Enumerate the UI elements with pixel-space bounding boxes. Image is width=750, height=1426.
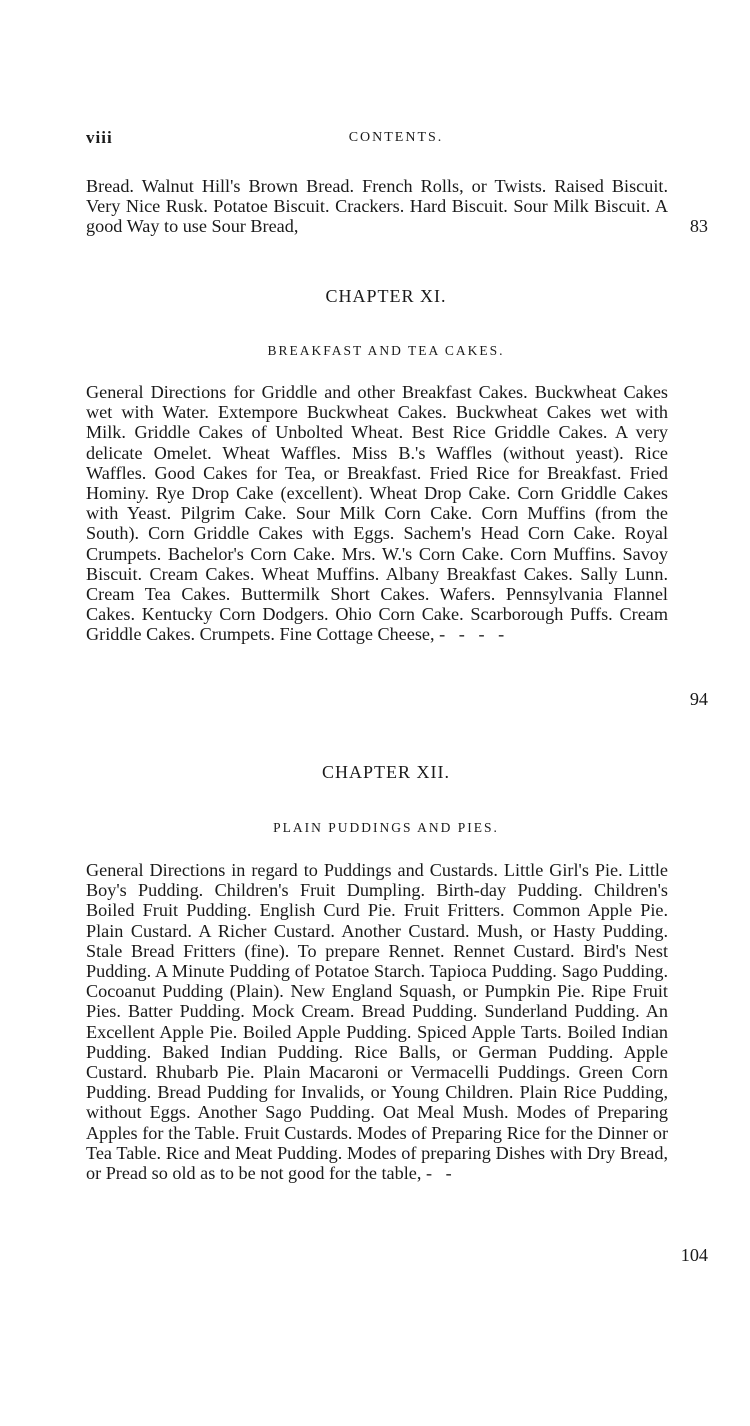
chapter-subtitle: BREAKFAST AND TEA CAKES. — [267, 343, 505, 358]
page-number: viii — [86, 128, 113, 147]
toc-page-ref: 83 — [689, 216, 708, 236]
toc-page-ref: 94 — [689, 689, 708, 709]
toc-entry-breakfast-cakes — [86, 382, 668, 645]
leader-dashes: - - — [425, 1163, 452, 1184]
chapter-title: CHAPTER XI. — [325, 286, 447, 306]
chapter-title: CHAPTER XII. — [322, 762, 450, 782]
toc-page-ref: 104 — [680, 1245, 708, 1265]
toc-entry-text: General Directions in regard to Puddings and Custards. Little Girl's Pie. Little Boy's Pudding. Children's Fruit Dumpling. Birth-day Pudding. Children's Boiled Fruit Pudding. English Curd Pie. Fruit Fritters. Common Apple Pie. Plain Custard. A Richer Custard. Another Custard. Mush, or Hasty Pudding. Stale Bread Fritters (fine). To prepare Rennet. Rennet Custard. Bird's Nest Pudding. A Minute Pudding of Potatoe Starch. Tapioca Pudding. Sago Pudding. Cocoanut Pudding (Plain). New England Squash, or Pumpkin Pie. Ripe Fruit Pies. Batter Pudding. Mock Cream. Bread Pudding. Sunderland Pudding. An Excellent Apple Pie. Boiled Apple Pudding. Spiced Apple Tarts. Boiled Indian Pudding. Baked Indian Pudding. Rice Balls, or German Pudding. Apple Custard. Rhubarb Pie. Plain Macaroni or Vermacelli Puddings. Green Corn Pudding. Bread Pudding for Invalids, or Young Children. Plain Rice Pudding, without Eggs. Another Sago Pudding. Oat Meal Mush. Modes of Preparing Apples for the Table. Fruit Custards. Modes of Preparing Rice for the Dinner or Tea Table. Rice and Meat Pudding. Modes of preparing Dishes with Dry Bread, or Pread so old as to be not good for the table, — [86, 860, 668, 1184]
leader-dashes: - - - - — [439, 624, 505, 645]
toc-entry-bread — [86, 176, 668, 237]
running-header — [86, 128, 706, 152]
toc-entry-text: Bread. Walnut Hill's Brown Bread. French Rolls, or Twists. Raised Biscuit. Very Nice Rusk. Potatoe Biscuit. Crackers. Hard Biscuit. Sour Milk Biscuit. A good Way to use Sour Bread, — [86, 176, 668, 237]
toc-entry-puddings — [86, 860, 668, 1183]
chapter-subtitle: PLAIN PUDDINGS AND PIES. — [273, 820, 499, 835]
toc-entry-text: General Directions for Griddle and other Breakfast Cakes. Buckwheat Cakes wet with Water. Extempore Buckwheat Cakes. Buckwheat Cakes wet with Milk. Griddle Cakes of Unbolted Wheat. Best Rice Griddle Cakes. A very delicate Omelet. Wheat Waffles. Miss B.'s Waffles (without yeast). Rice Waffles. Good Cakes for Tea, or Breakfast. Fried Rice for Breakfast. Fried Hominy. Rye Drop Cake (excellent). Wheat Drop Cake. Corn Griddle Cakes with Yeast. Pilgrim Cake. Sour Milk Corn Cake. Corn Muffins (from the South). Corn Griddle Cakes with Eggs. Sachem's Head Corn Cake. Royal Crumpets. Bachelor's Corn Cake. Mrs. W.'s Corn Cake. Corn Muffins. Savoy Biscuit. Cream Cakes. Wheat Muffins. Albany Breakfast Cakes. Sally Lunn. Cream Tea Cakes. Buttermilk Short Cakes. Wafers. Pennsylvania Flannel Cakes. Kentucky Corn Dodgers. Ohio Corn Cake. Scarborough Puffs. Cream Griddle Cakes. Crumpets. Fine Cottage Cheese, — [86, 382, 668, 645]
running-title: CONTENTS. — [348, 130, 444, 145]
